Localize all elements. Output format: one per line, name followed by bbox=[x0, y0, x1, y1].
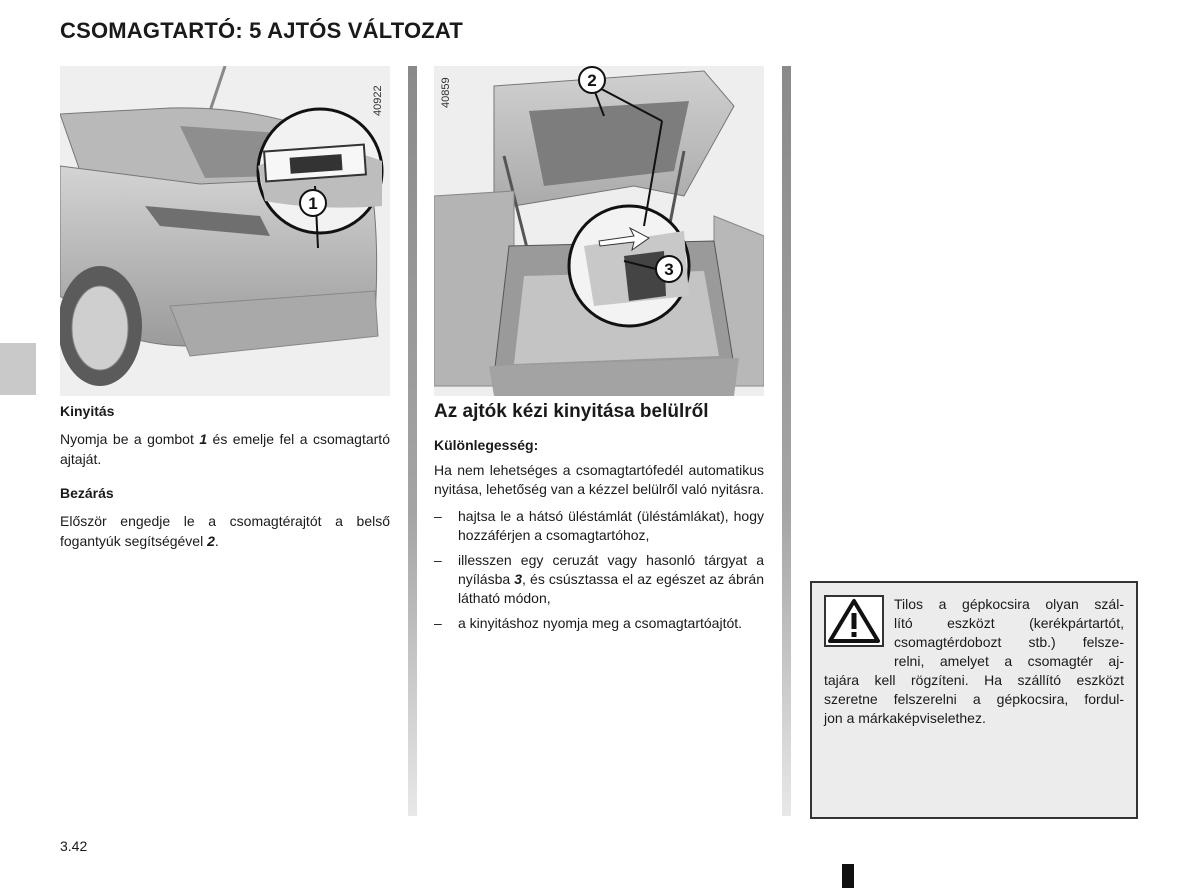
left-column-text bbox=[60, 403, 390, 551]
list-item: – illesszen egy ceruzát vagy hasonló tárgyat a nyílásba 3, és csúsztassa el az egészet az ábrán látható módon, bbox=[434, 551, 764, 608]
intro-paragraph: Ha nem lehetséges a csomagtartófedél automatikus nyitása, lehetőség van a kézzel belülről való nyitásra. bbox=[434, 462, 764, 497]
unlock-paragraph: Nyomja be a gombot 1 és emelje fel a csomagtartó ajtaját. bbox=[60, 431, 390, 467]
list-item: – hajtsa le a hátsó üléstámlát (üléstámlákat), hogy hozzáférjen a csomagtartóhoz, bbox=[434, 507, 764, 545]
figure-interior-release bbox=[434, 66, 764, 396]
column-divider bbox=[408, 66, 417, 816]
middle-column-text bbox=[434, 401, 764, 639]
figure-code: 40922 bbox=[372, 85, 384, 116]
unlock-heading: Kinyitás bbox=[60, 403, 115, 419]
figure-tailgate-button bbox=[60, 66, 390, 396]
page-number: 3.42 bbox=[60, 838, 88, 854]
lock-heading: Bezárás bbox=[60, 485, 114, 501]
section-heading: Az ajtók kézi kinyitása belülről bbox=[434, 401, 709, 422]
column-divider bbox=[782, 66, 791, 816]
figure-code: 40859 bbox=[440, 77, 452, 108]
warning-text: Tilos a gépkocsira olyan szál- lító eszközt (kerékpártartót, csomagtérdobozt stb.) felsze- relni, amelyet a csomagtér aj- tajára kell rögzíteni. Ha szállító eszközt szeretne felszerelni a gépkocsira, fordul- jon a márkaképviselethez. bbox=[824, 596, 1124, 726]
page-title: CSOMAGTARTÓ: 5 AJTÓS VÁLTOZAT bbox=[60, 18, 464, 43]
special-heading: Különlegesség: bbox=[434, 437, 539, 453]
warning-box bbox=[810, 581, 1138, 819]
callout-2: 2 bbox=[587, 71, 597, 90]
lock-paragraph: Először engedje le a csomagtérajtót a belső fogantyúk segítségével 2. bbox=[60, 513, 390, 549]
steps-list bbox=[434, 507, 764, 633]
page-edge-marker bbox=[842, 864, 854, 888]
list-item: – a kinyitáshoz nyomja meg a csomagtartóajtót. bbox=[434, 614, 764, 633]
callout-3: 3 bbox=[664, 260, 674, 279]
callout-1: 1 bbox=[308, 194, 318, 213]
chapter-tab bbox=[0, 343, 36, 395]
